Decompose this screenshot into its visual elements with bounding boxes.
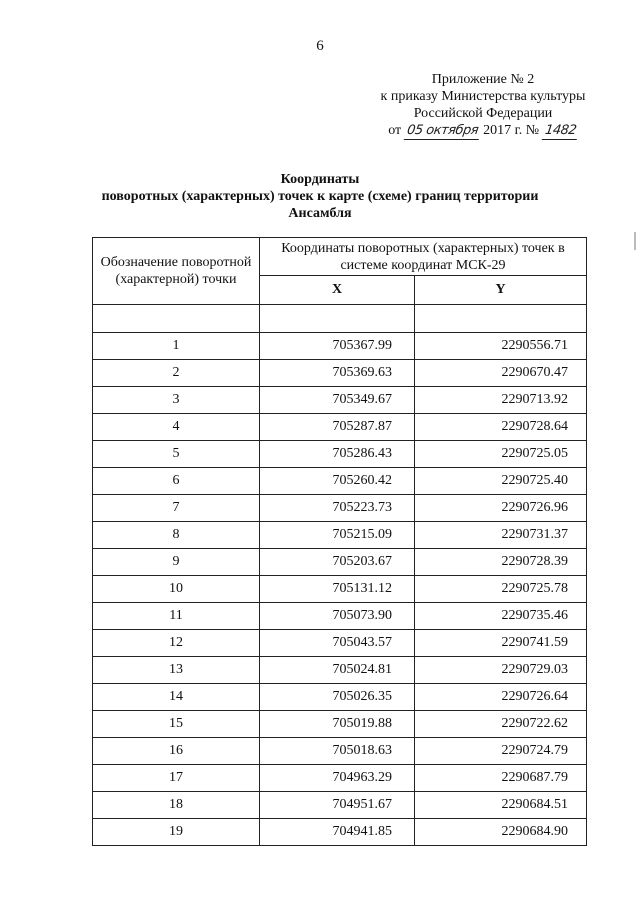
x-coordinate-cell: 704951.67 [260,792,415,819]
y-coordinate-cell: 2290726.64 [415,684,587,711]
margin-mark [634,232,636,250]
spacer-cell [260,305,415,333]
table-row [93,549,587,576]
point-number-cell: 13 [93,657,260,684]
table-row [93,360,587,387]
page-number: 6 [316,38,324,54]
y-coordinate-cell: 2290687.79 [415,765,587,792]
title-line-3: Ансамбля [288,206,352,221]
handwritten-date: 05 октября [403,122,480,140]
y-coordinate-cell: 2290731.37 [415,522,587,549]
point-number-cell: 17 [93,765,260,792]
spacer-cell [415,305,587,333]
point-number-cell: 8 [93,522,260,549]
y-coordinate-cell: 2290726.96 [415,495,587,522]
point-number-cell: 19 [93,819,260,846]
point-number-cell: 12 [93,630,260,657]
y-coordinate-cell: 2290713.92 [415,387,587,414]
table-row [93,333,587,360]
table-row [93,468,587,495]
table-row [93,738,587,765]
spacer-cell [93,305,260,333]
point-number-cell: 2 [93,360,260,387]
appendix-date-line [368,122,598,140]
x-coordinate-cell: 705367.99 [260,333,415,360]
table-row [93,495,587,522]
table-body [93,333,587,846]
point-number-cell: 4 [93,414,260,441]
x-coordinate-cell: 705073.90 [260,603,415,630]
y-coordinate-cell: 2290684.90 [415,819,587,846]
point-number-cell: 3 [93,387,260,414]
y-coordinate-cell: 2290670.47 [415,360,587,387]
table-row [93,684,587,711]
x-coordinate-cell: 704963.29 [260,765,415,792]
y-coordinate-cell: 2290684.51 [415,792,587,819]
date-prefix: от [388,123,402,138]
y-coordinate-cell: 2290735.46 [415,603,587,630]
appendix-header [368,71,598,140]
y-coordinate-cell: 2290724.79 [415,738,587,765]
table-row [93,819,587,846]
x-coordinate-cell: 705223.73 [260,495,415,522]
point-number-cell: 18 [93,792,260,819]
table-row [93,387,587,414]
point-number-cell: 9 [93,549,260,576]
point-number-cell: 7 [93,495,260,522]
point-number-cell: 5 [93,441,260,468]
title-line-2: поворотных (характерных) точек к карте (схеме) границ территории [101,189,539,204]
appendix-line-2: к приказу Министерства культуры [380,89,586,104]
point-number-cell: 14 [93,684,260,711]
y-coordinate-cell: 2290728.39 [415,549,587,576]
y-coordinate-cell: 2290722.62 [415,711,587,738]
table-row [93,792,587,819]
handwritten-order-number: 1482 [541,122,579,140]
y-coordinate-cell: 2290741.59 [415,630,587,657]
date-year: 2017 г. № [483,123,540,138]
header-coordinates: Координаты поворотных (характерных) точек в системе координат МСК-29 [260,238,587,276]
table-row [93,603,587,630]
appendix-line-1: Приложение № 2 [431,72,535,87]
x-coordinate-cell: 705215.09 [260,522,415,549]
point-number-cell: 11 [93,603,260,630]
table-row [93,711,587,738]
point-number-cell: 15 [93,711,260,738]
table-row [93,414,587,441]
table-row [93,630,587,657]
header-x: X [260,276,415,305]
x-coordinate-cell: 705026.35 [260,684,415,711]
appendix-line-3: Российской Федерации [413,106,553,121]
title-line-1: Координаты [280,172,360,187]
table-row [93,522,587,549]
x-coordinate-cell: 704941.85 [260,819,415,846]
x-coordinate-cell: 705024.81 [260,657,415,684]
y-coordinate-cell: 2290725.05 [415,441,587,468]
x-coordinate-cell: 705287.87 [260,414,415,441]
y-coordinate-cell: 2290728.64 [415,414,587,441]
x-coordinate-cell: 705131.12 [260,576,415,603]
y-coordinate-cell: 2290725.40 [415,468,587,495]
y-coordinate-cell: 2290729.03 [415,657,587,684]
spacer-row [93,305,587,333]
document-title [0,171,640,222]
point-number-cell: 16 [93,738,260,765]
x-coordinate-cell: 705260.42 [260,468,415,495]
header-y: Y [415,276,587,305]
y-coordinate-cell: 2290725.78 [415,576,587,603]
coordinates-table [92,237,587,846]
x-coordinate-cell: 705369.63 [260,360,415,387]
x-coordinate-cell: 705019.88 [260,711,415,738]
header-point-designation: Обозначение поворотной (характерной) точки [93,238,260,305]
point-number-cell: 10 [93,576,260,603]
x-coordinate-cell: 705203.67 [260,549,415,576]
y-coordinate-cell: 2290556.71 [415,333,587,360]
point-number-cell: 6 [93,468,260,495]
table-row [93,765,587,792]
table-row [93,441,587,468]
point-number-cell: 1 [93,333,260,360]
x-coordinate-cell: 705349.67 [260,387,415,414]
table-row [93,657,587,684]
x-coordinate-cell: 705286.43 [260,441,415,468]
x-coordinate-cell: 705043.57 [260,630,415,657]
table-row [93,576,587,603]
x-coordinate-cell: 705018.63 [260,738,415,765]
